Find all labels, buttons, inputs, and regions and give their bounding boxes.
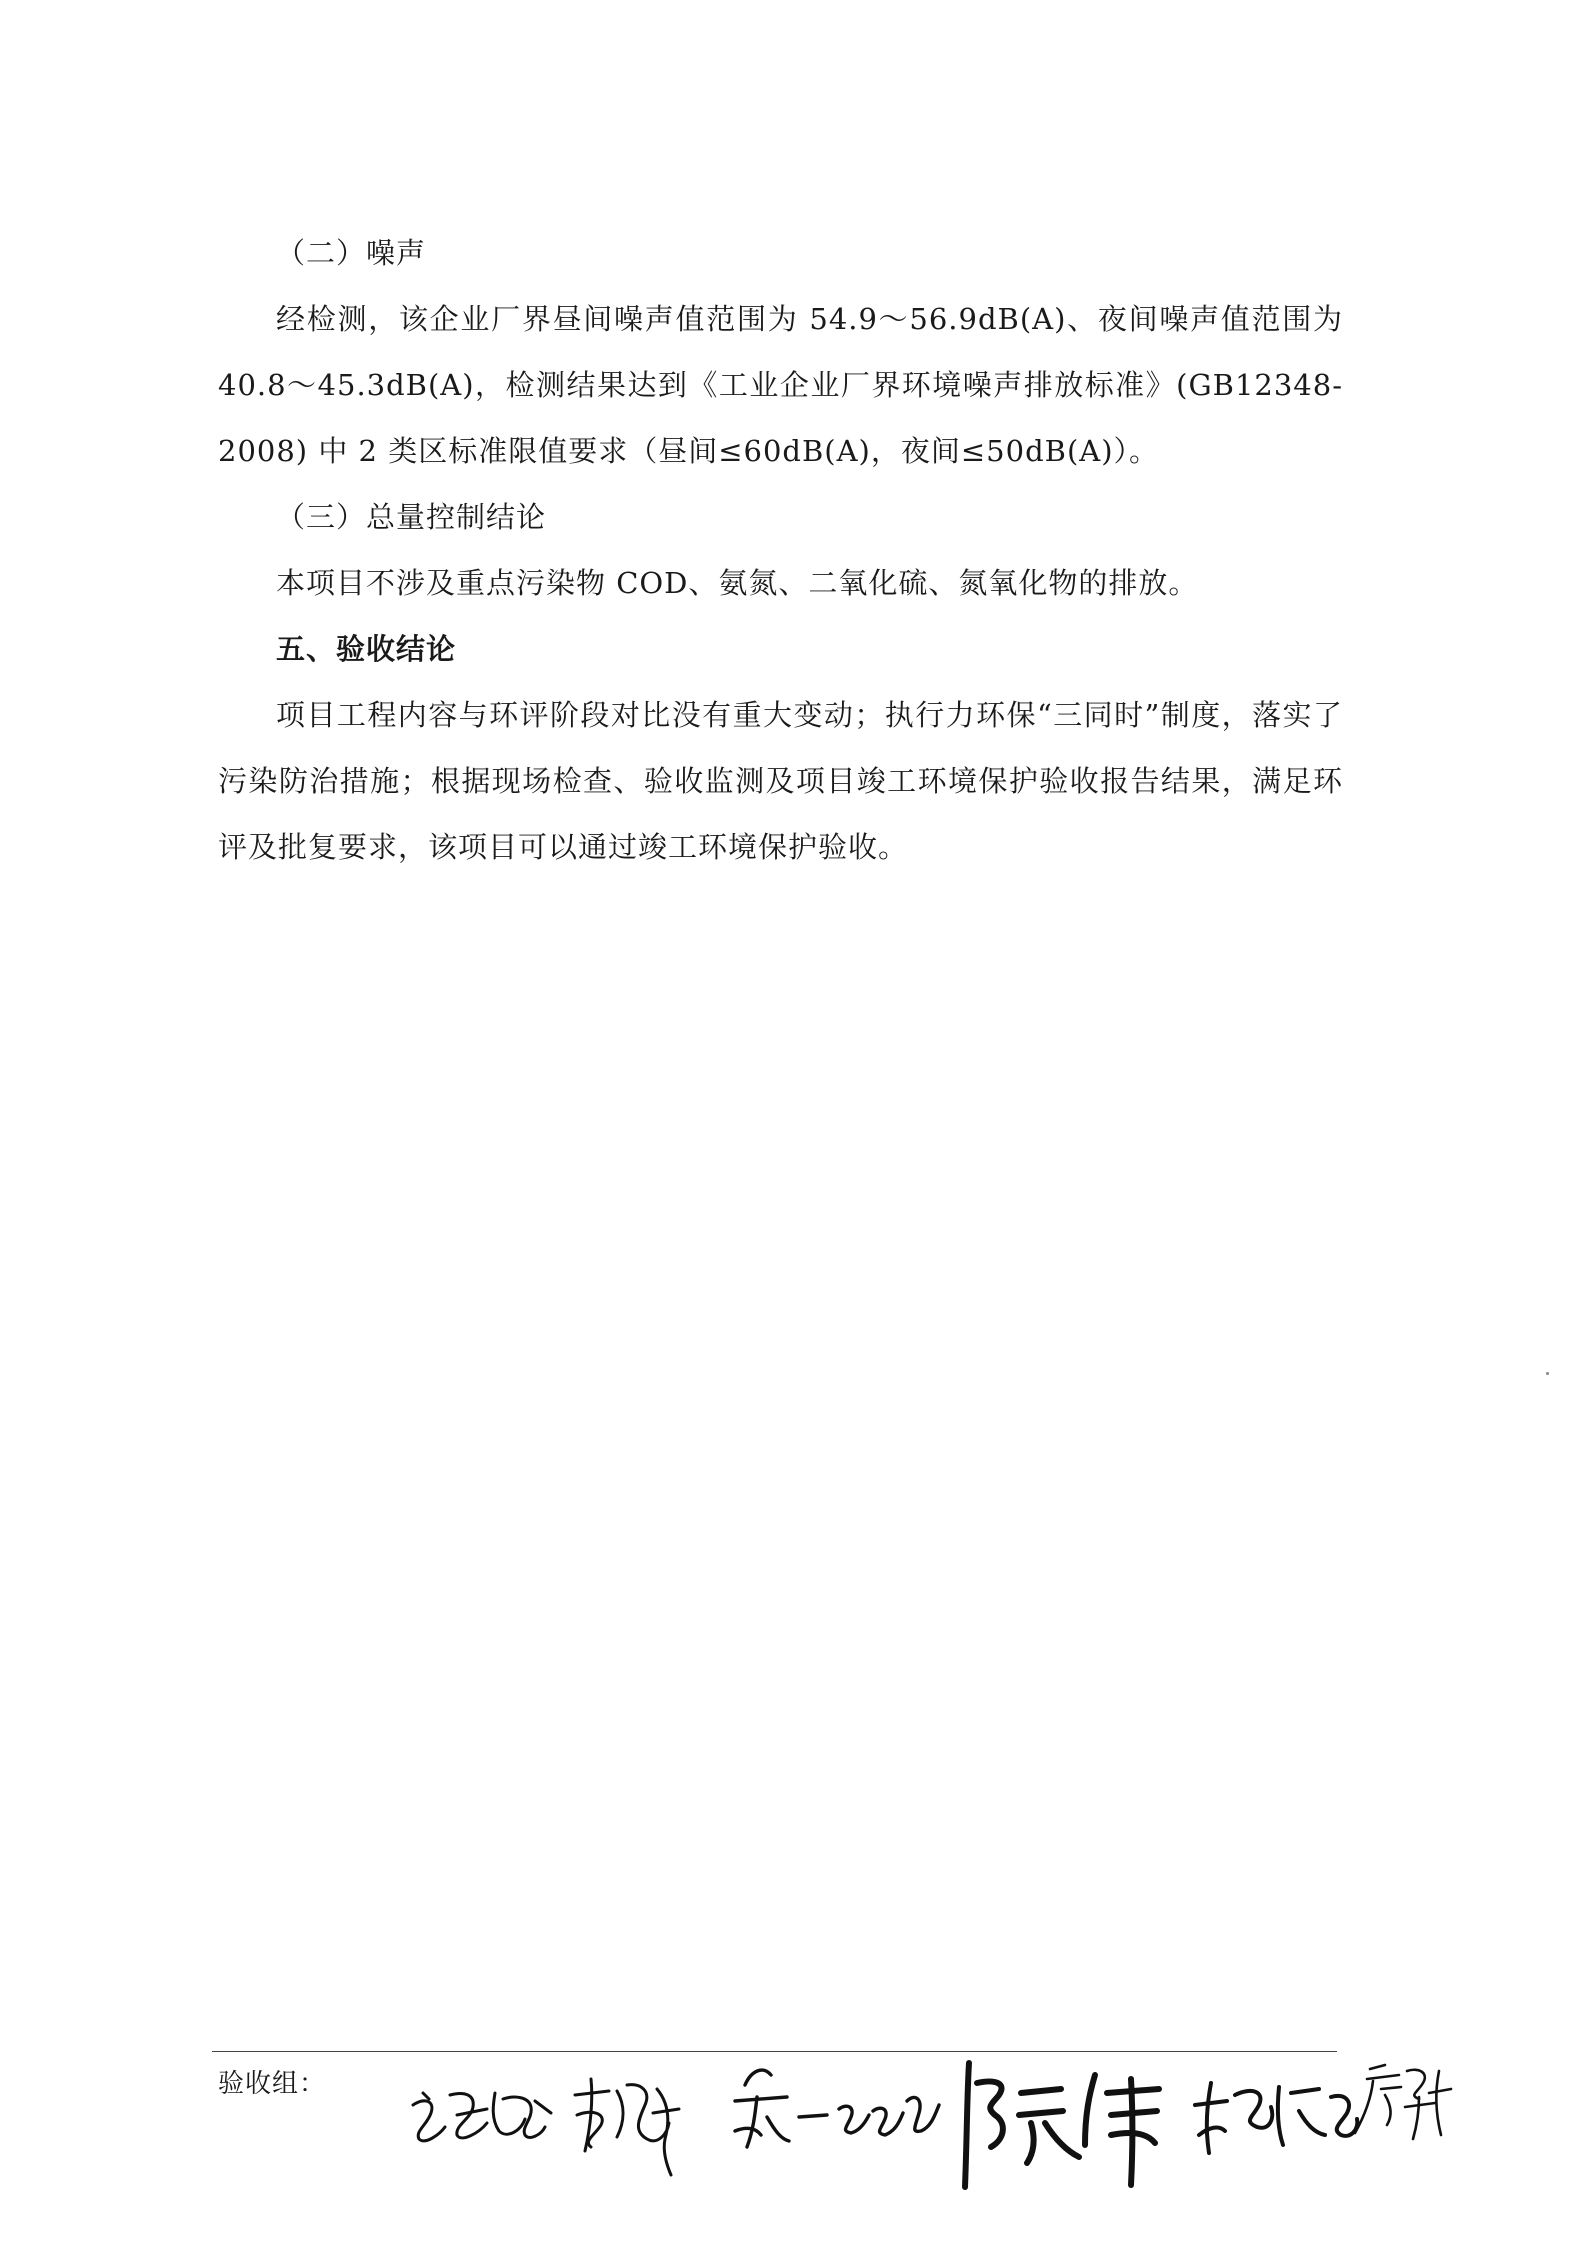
- noise-heading: （二）噪声: [276, 236, 427, 270]
- signature-3: [735, 2070, 939, 2147]
- total-control-paragraph: 本项目不涉及重点污染物 COD、氨氮、二氧化硫、氮氧化物的排放。: [276, 566, 1199, 600]
- signature-2: [575, 2079, 679, 2175]
- noise-paragraph: 经检测，该企业厂界昼间噪声值范围为 54.9～56.9dB(A)、夜间噪声值范围为 40.8～45.3dB(A)，检测结果达到《工业企业厂界环境噪声排放标准》(GB12348-2008) 中 2 类区标准限值要求（昼间≤60dB(A)，夜间≤50dB(A)）。: [218, 302, 1343, 468]
- signature-4: [965, 2063, 1159, 2187]
- document-body: [218, 220, 1343, 880]
- handwritten-signatures: [395, 2035, 1455, 2245]
- signature-1: [413, 2093, 551, 2141]
- acceptance-conclusion-heading: 五、验收结论: [276, 632, 457, 666]
- scan-speck: [1546, 1372, 1549, 1375]
- signature-label: 验收组：: [218, 2069, 327, 2099]
- signature-5: [1195, 2083, 1357, 2153]
- acceptance-conclusion-paragraph: 项目工程内容与环评阶段对比没有重大变动；执行力环保“三同时”制度，落实了污染防治措施；根据现场检查、验收监测及项目竣工环境保护验收报告结果，满足环评及批复要求，该项目可以通过竣工环境保护验收。: [218, 698, 1343, 864]
- total-control-heading: （三）总量控制结论: [276, 500, 547, 534]
- signature-6: [1355, 2065, 1451, 2139]
